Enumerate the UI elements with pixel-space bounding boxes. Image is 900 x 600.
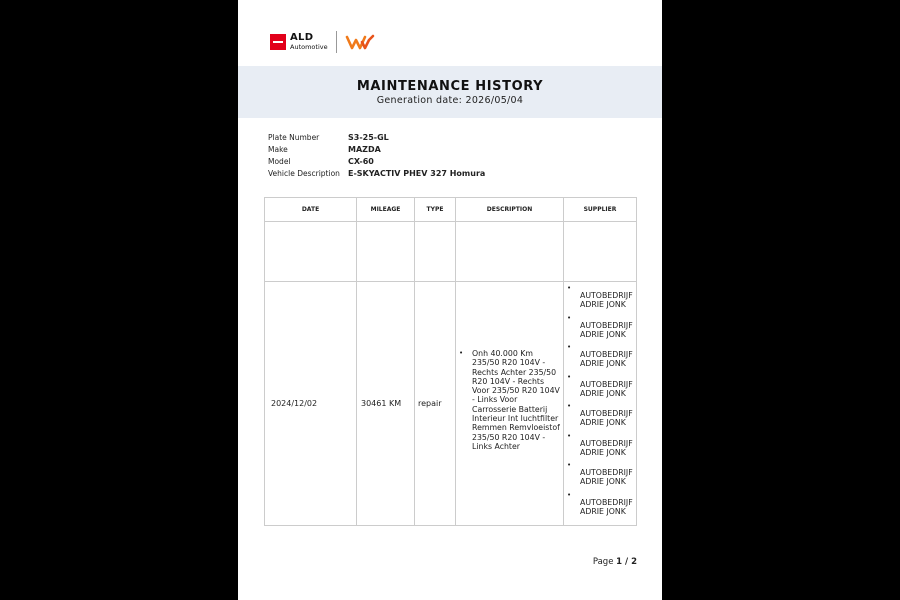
generation-date: Generation date: 2026/05/04 <box>376 95 524 106</box>
supplier-bullet: • <box>567 490 572 499</box>
column-divider <box>455 198 456 525</box>
supplier-item: AUTOBEDRIJF ADRIE JONK <box>580 350 633 369</box>
description-label: Vehicle Description <box>268 168 340 178</box>
header-supplier: SUPPLIER <box>583 206 617 213</box>
plate-label: Plate Number <box>268 132 320 142</box>
info-row-model <box>268 155 485 167</box>
supplier-item: AUTOBEDRIJF ADRIE JONK <box>580 409 633 428</box>
supplier-bullet: • <box>567 461 572 469</box>
table-header <box>265 198 636 222</box>
row-mileage: 30461 KM <box>361 399 402 408</box>
plate-value: S3-25-GL <box>348 132 389 142</box>
make-value: MAZDA <box>348 144 381 154</box>
column-divider <box>356 198 357 525</box>
header-description: DESCRIPTION <box>486 206 533 213</box>
title-band <box>238 66 662 118</box>
logo-divider <box>336 31 337 53</box>
model-label: Model <box>268 156 291 166</box>
ald-name: ALD <box>290 32 314 44</box>
info-row-make <box>268 143 485 155</box>
info-row-description <box>268 167 485 179</box>
supplier-item: AUTOBEDRIJF ADRIE JONK <box>580 320 633 339</box>
supplier-bullet: • <box>567 372 572 381</box>
page-label: Page <box>592 557 614 567</box>
header-mileage: MILEAGE <box>370 206 401 213</box>
ald-logo-text <box>290 33 328 51</box>
header-logos <box>270 32 375 52</box>
document-page <box>238 0 662 600</box>
w-logo-icon <box>345 33 375 51</box>
header-date: DATE <box>301 206 320 213</box>
model-value: CX-60 <box>348 156 374 166</box>
column-divider <box>414 198 415 525</box>
supplier-item: AUTOBEDRIJF ADRIE JONK <box>580 379 633 398</box>
row-date: 2024/12/02 <box>271 399 318 408</box>
info-row-plate <box>268 131 485 143</box>
column-divider <box>563 198 564 525</box>
vehicle-info <box>268 131 485 179</box>
supplier-bullet: • <box>567 343 572 351</box>
page-footer <box>593 557 637 567</box>
description-bullet: • <box>459 349 464 357</box>
make-label: Make <box>268 144 288 154</box>
supplier-item: AUTOBEDRIJF ADRIE JONK <box>580 497 633 516</box>
supplier-bullet: • <box>567 313 572 322</box>
supplier-item: AUTOBEDRIJF ADRIE JONK <box>580 438 633 457</box>
page-title: MAINTENANCE HISTORY <box>356 79 544 94</box>
ald-logo-icon <box>270 34 286 50</box>
ald-sub: Automotive <box>290 43 328 52</box>
row-divider <box>265 281 636 282</box>
supplier-item: AUTOBEDRIJF ADRIE JONK <box>580 468 633 487</box>
supplier-bullet: • <box>567 284 572 292</box>
row-type: repair <box>418 399 442 408</box>
row-description: Onh 40.000 Km 235/50 R20 104V - Rechts Achter 235/50 R20 104V - Rechts Voor 235/50 R20 104V - Links Voor Carrosserie Batterij Interieur Int luchtfilter Remmen Remvloeistof 235/50 R20 104V - Links Achter <box>472 349 560 451</box>
header-type: TYPE <box>426 206 444 213</box>
maintenance-table <box>264 197 637 526</box>
supplier-item: AUTOBEDRIJF ADRIE JONK <box>580 291 633 310</box>
supplier-bullet: • <box>567 402 572 410</box>
description-value: E-SKYACTIV PHEV 327 Homura <box>348 168 486 178</box>
supplier-bullet: • <box>567 431 572 440</box>
page-number: 1 / 2 <box>616 557 637 567</box>
